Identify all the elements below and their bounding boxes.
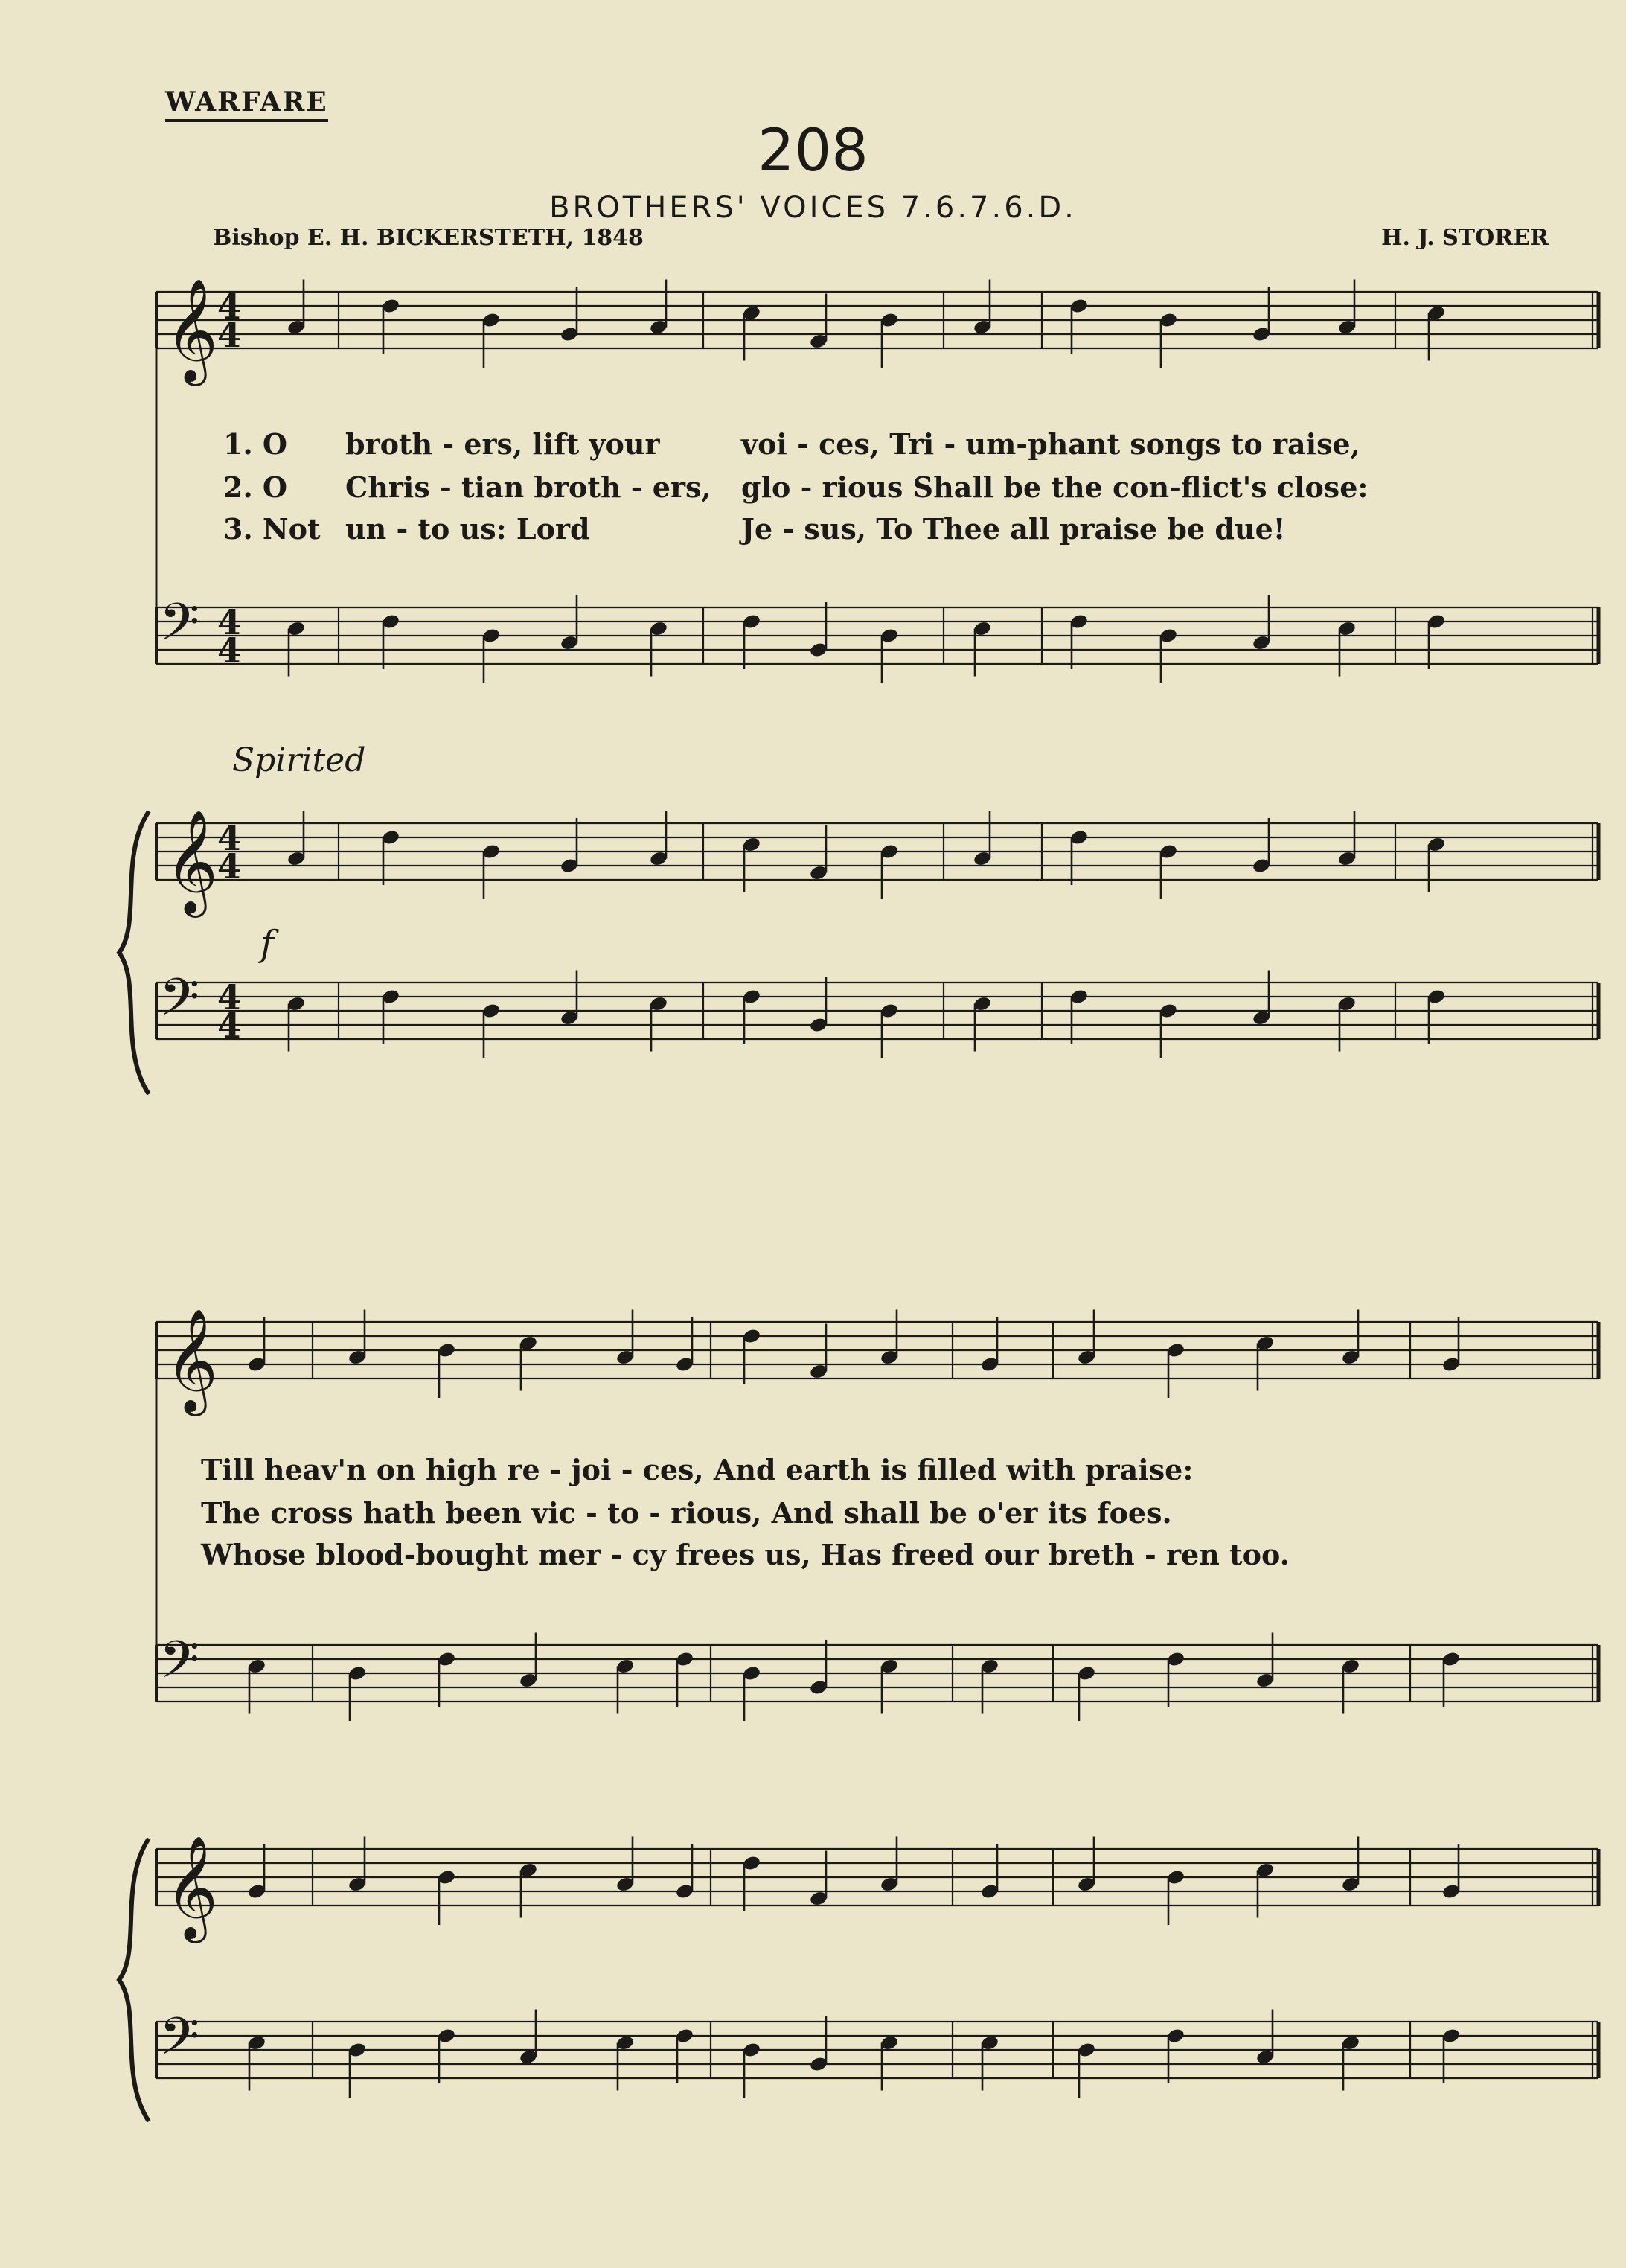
bass-clef-icon: 𝄢 [159,592,200,665]
tune-name: BROTHERS' VOICES 7.6.7.6.D. [549,191,1077,225]
treble-clef-icon: 𝄞 [165,278,218,382]
author-credit: Bishop E. H. BICKERSTETH, 1848 [213,225,644,251]
bass-clef-icon: 𝄢 [159,2006,200,2079]
lyric-line-1a: 1. O [223,427,288,461]
brace-icon [119,811,149,1094]
lyric-line-4: Till heav'n on high re - joi - ces, And earth is filled with praise: [201,1453,1194,1486]
tempo-marking: Spirited [232,741,366,779]
lyric-line-2b: Chris - tian broth - ers, [345,470,711,504]
treble-clef-icon: 𝄞 [165,1309,218,1412]
lyric-line-2a: 2. O [223,470,288,504]
lyric-line-5: The cross hath been vic - to - rious, And shall be o'er its foes. [201,1496,1172,1530]
time-signature: 4 [217,1006,242,1046]
lyric-line-1c: voi - ces, Tri - um-phant songs to raise, [741,427,1360,461]
staff [156,1849,1598,1906]
staff [156,983,1598,1039]
time-signature: 4 [217,630,242,671]
brace-icon [119,1839,149,2121]
bass-clef-icon: 𝄢 [159,1629,200,1702]
dynamic-marking: f [260,923,274,965]
time-signature: 4 [217,818,242,858]
staff [156,823,1598,880]
staff [156,1322,1598,1379]
lyric-line-3c: Je - sus, To Thee all praise be due! [741,512,1286,546]
lyric-line-3b: un - to us: Lord [345,512,590,546]
lyric-line-3a: 3. Not [223,512,321,546]
time-signature: 4 [217,602,242,642]
treble-clef-icon: 𝄞 [165,810,218,913]
lyric-line-2c: glo - rious Shall be the con-flict's close: [741,470,1369,504]
time-signature: 4 [217,315,242,355]
staff [156,607,1598,664]
composer-credit: H. J. STORER [1381,225,1549,251]
section-heading: WARFARE [165,86,328,122]
time-signature: 4 [217,846,242,887]
time-signature: 4 [217,977,242,1018]
staff [156,292,1598,348]
time-signature: 4 [217,287,242,327]
staff [156,1645,1598,1702]
treble-clef-icon: 𝄞 [165,1836,218,1939]
lyric-line-1b: broth - ers, lift your [345,427,660,461]
bass-clef-icon: 𝄢 [159,967,200,1040]
lyric-line-6: Whose blood-bought mer - cy frees us, Has freed our breth - ren too. [201,1538,1290,1571]
hymn-number: 208 [758,118,868,185]
staff [156,2022,1598,2078]
